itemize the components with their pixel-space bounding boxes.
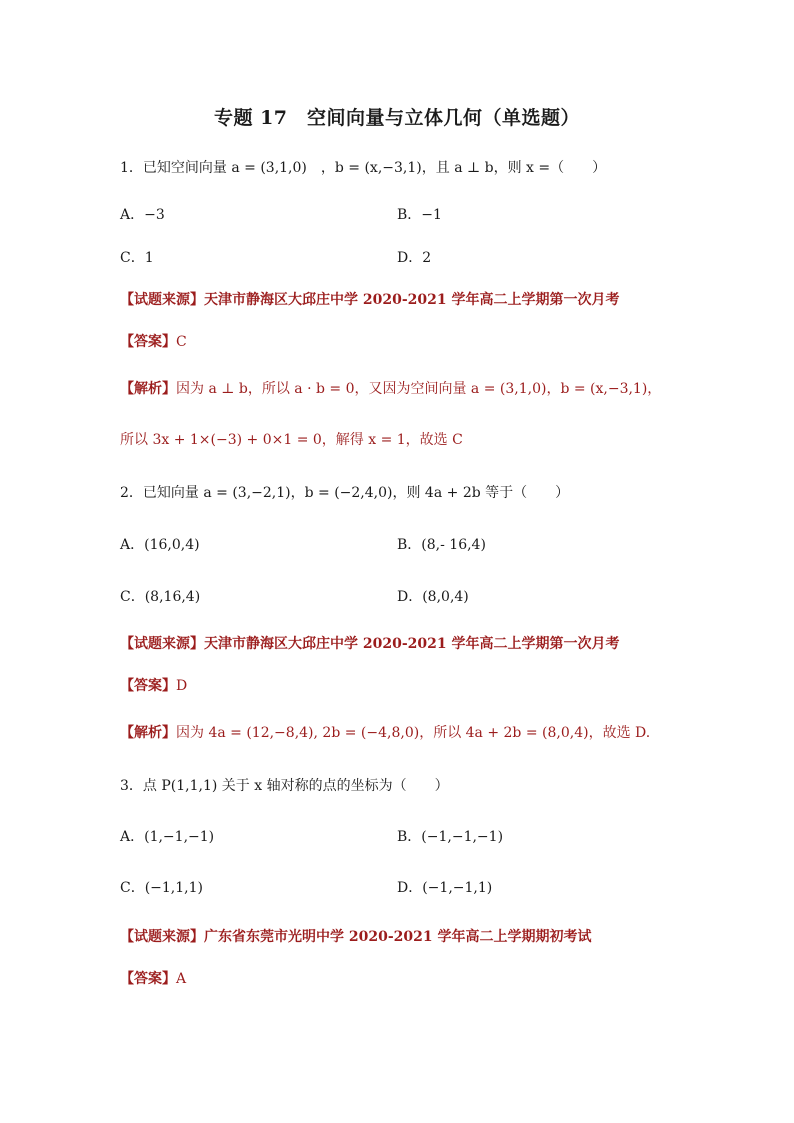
analysis-label: 【解析】 bbox=[120, 725, 176, 741]
answer-value: D bbox=[176, 678, 188, 694]
answer-value: A bbox=[176, 971, 187, 987]
question-3-stem: 3．点 P(1,1,1) 关于 x 轴对称的点的坐标为（ ） bbox=[120, 778, 449, 794]
question-2-analysis bbox=[120, 723, 650, 743]
question-3-option-c: C．(−1,1,1) bbox=[120, 880, 203, 896]
question-3-option-b: B．(−1,−1,−1) bbox=[397, 829, 504, 845]
answer-label: 【答案】 bbox=[120, 678, 176, 694]
question-1-option-b: B．−1 bbox=[397, 207, 442, 223]
source-label: 【试题来源】 bbox=[120, 636, 204, 652]
question-1-answer bbox=[120, 332, 187, 352]
question-2-option-a: A．(16,0,4) bbox=[120, 537, 200, 553]
page-title: 专题 17 空间向量与立体几何（单选题） bbox=[213, 107, 581, 129]
question-1-option-a: A．−3 bbox=[120, 207, 165, 223]
analysis-text: 因为 a ⊥ b，所以 a · b = 0，又因为空间向量 a = (3,1,0)，b = (x,−3,1)， bbox=[176, 381, 662, 397]
answer-value: C bbox=[176, 334, 187, 350]
question-3-answer bbox=[120, 969, 186, 989]
source-text: 天津市静海区大邱庄中学 2020-2021 学年高二上学期第一次月考 bbox=[204, 292, 620, 308]
analysis-text: 因为 4a = (12,−8,4), 2b = (−4,8,0)，所以 4a + 2b = (8,0,4)，故选 D. bbox=[176, 725, 651, 741]
question-2-stem: 2．已知向量 a = (3,−2,1)，b = (−2,4,0)，则 4a + 2b 等于（ ） bbox=[120, 485, 570, 501]
question-2-answer bbox=[120, 676, 187, 696]
question-3-source bbox=[120, 927, 592, 947]
source-text: 天津市静海区大邱庄中学 2020-2021 学年高二上学期第一次月考 bbox=[204, 636, 620, 652]
question-1-analysis bbox=[120, 379, 661, 399]
question-1-option-c: C．1 bbox=[120, 250, 154, 266]
question-2-option-c: C．(8,16,4) bbox=[120, 589, 201, 605]
answer-label: 【答案】 bbox=[120, 334, 176, 350]
source-text: 广东省东莞市光明中学 2020-2021 学年高二上学期期初考试 bbox=[204, 929, 592, 945]
analysis-label: 【解析】 bbox=[120, 381, 176, 397]
question-2-option-b: B．(8,- 16,4) bbox=[397, 537, 486, 553]
question-2-option-d: D．(8,0,4) bbox=[397, 589, 469, 605]
question-1-option-d: D．2 bbox=[397, 250, 432, 266]
question-3-option-a: A．(1,−1,−1) bbox=[120, 829, 215, 845]
source-label: 【试题来源】 bbox=[120, 292, 204, 308]
question-2-source bbox=[120, 634, 620, 654]
question-3-option-d: D．(−1,−1,1) bbox=[397, 880, 493, 896]
question-1-source bbox=[120, 290, 620, 310]
answer-label: 【答案】 bbox=[120, 971, 176, 987]
source-label: 【试题来源】 bbox=[120, 929, 204, 945]
question-1-stem: 1．已知空间向量 a = (3,1,0) ，b = (x,−3,1)，且 a ⊥ b，则 x =（ ） bbox=[120, 160, 607, 176]
question-1-analysis-cont: 所以 3x + 1×(−3) + 0×1 = 0，解得 x = 1，故选 C bbox=[120, 432, 463, 448]
